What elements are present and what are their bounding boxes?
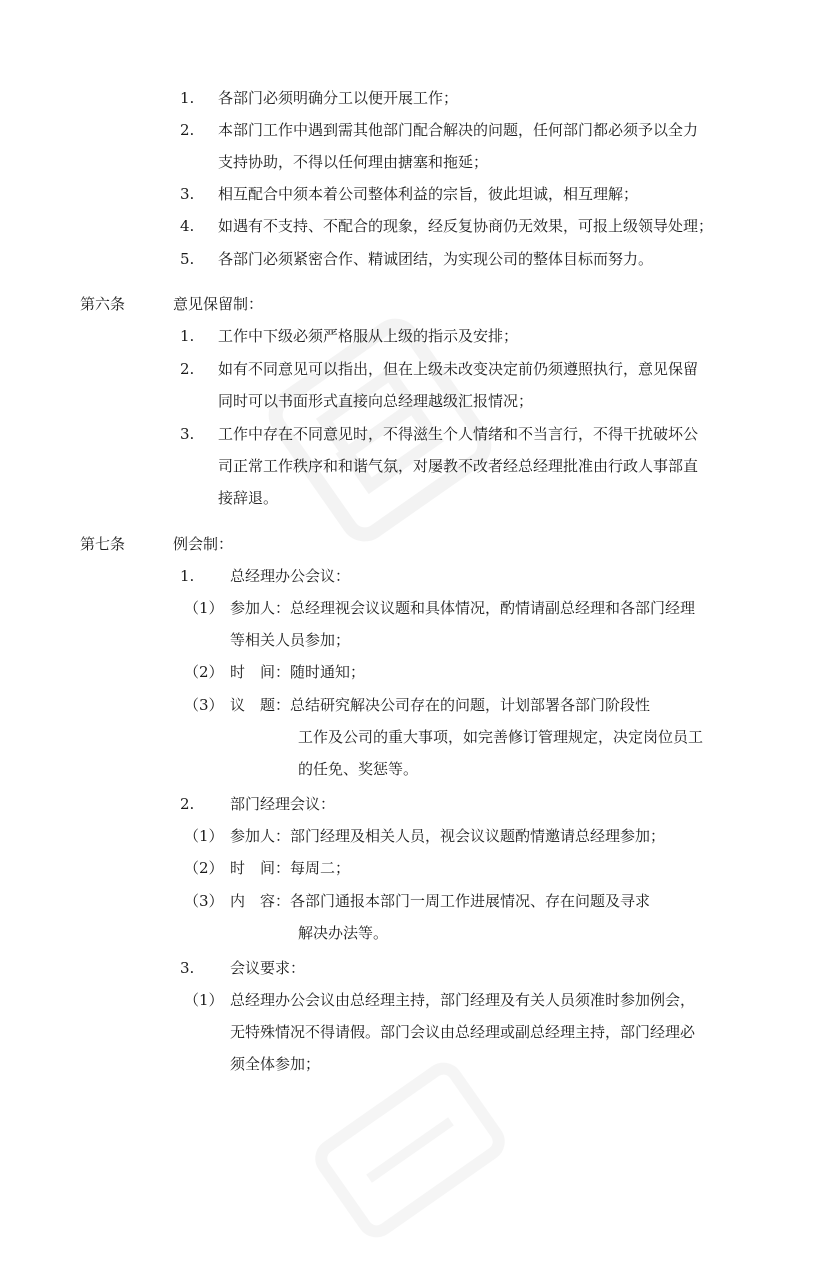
article-title: 意见保留制：: [173, 295, 264, 313]
sub-item-text: 工作及公司的重大事项，如完善修订管理规定，决定岗位员工: [298, 728, 704, 746]
sub-item-number: （3）: [184, 696, 224, 714]
list-item-text: 支持协助，不得以任何理由搪塞和拖延；: [218, 153, 489, 171]
sub-item-text: 内 容：各部门通报本部门一周工作进展情况、存在问题及寻求: [230, 892, 651, 910]
article-title: 例会制：: [173, 535, 234, 553]
sub-item-text: 时 间：随时通知；: [230, 663, 366, 681]
list-item-text: 相互配合中须本着公司整体利益的宗旨，彼此坦诚，相互理解；: [218, 185, 639, 203]
list-item-number: 5.: [180, 250, 195, 268]
sub-item-text: 参加人：部门经理及相关人员，视会议议题酌情邀请总经理参加；: [230, 827, 666, 845]
sub-item-number: （1）: [184, 599, 224, 617]
sub-item-number: （2）: [184, 859, 224, 877]
sub-item-text: 总经理办公会议由总经理主持，部门经理及有关人员须准时参加例会，: [230, 991, 696, 1009]
group-title: 会议要求：: [230, 959, 306, 977]
list-item-number: 3.: [180, 185, 195, 203]
sub-item-text: 须全体参加；: [230, 1055, 321, 1073]
watermark-logo-icon: [285, 1038, 534, 1262]
sub-item-number: （2）: [184, 663, 224, 681]
list-item-text: 本部门工作中遇到需其他部门配合解决的问题，任何部门都必须予以全力: [218, 121, 699, 139]
group-title: 总经理办公会议：: [230, 567, 351, 585]
list-item-text: 同时可以书面形式直接向总经理越级汇报情况；: [218, 392, 534, 410]
sub-item-text: 时 间：每周二；: [230, 859, 351, 877]
list-item-text: 接辞退。: [218, 489, 279, 507]
group-number: 3.: [180, 959, 195, 977]
sub-item-text: 的任免、奖惩等。: [298, 760, 419, 778]
list-item-number: 2.: [180, 360, 195, 378]
group-number: 1.: [180, 567, 195, 585]
list-item-text: 司正常工作秩序和和谐气氛，对屡教不改者经总经理批准由行政人事部直: [218, 457, 699, 475]
list-item-text: 工作中下级必须严格服从上级的指示及安排；: [218, 327, 519, 345]
list-item-text: 各部门必须紧密合作、精诚团结，为实现公司的整体目标而努力。: [218, 250, 654, 268]
list-item-number: 2.: [180, 121, 195, 139]
list-item-text: 如有不同意见可以指出，但在上级未改变决定前仍须遵照执行，意见保留: [218, 360, 699, 378]
sub-item-text: 等相关人员参加；: [230, 631, 351, 649]
group-number: 2.: [180, 795, 195, 813]
list-item-text: 工作中存在不同意见时，不得滋生个人情绪和不当言行，不得干扰破坏公: [218, 425, 699, 443]
list-item-text: 各部门必须明确分工以便开展工作；: [218, 89, 459, 107]
sub-item-text: 议 题：总结研究解决公司存在的问题，计划部署各部门阶段性: [230, 696, 651, 714]
sub-item-text: 无特殊情况不得请假。部门会议由总经理或副总经理主持，部门经理必: [230, 1023, 696, 1041]
group-title: 部门经理会议：: [230, 795, 336, 813]
list-item-number: 1.: [180, 89, 195, 107]
list-item-number: 4.: [180, 217, 195, 235]
sub-item-text: 解决办法等。: [298, 924, 389, 942]
sub-item-number: （1）: [184, 991, 224, 1009]
sub-item-number: （3）: [184, 892, 224, 910]
article-label: 第六条: [80, 295, 126, 313]
list-item-number: 3.: [180, 425, 195, 443]
list-item-text: 如遇有不支持、不配合的现象，经反复协商仍无效果，可报上级领导处理；: [218, 217, 714, 235]
article-label: 第七条: [80, 535, 126, 553]
sub-item-number: （1）: [184, 827, 224, 845]
list-item-number: 1.: [180, 327, 195, 345]
sub-item-text: 参加人：总经理视会议议题和具体情况，酌情请副总经理和各部门经理: [230, 599, 696, 617]
